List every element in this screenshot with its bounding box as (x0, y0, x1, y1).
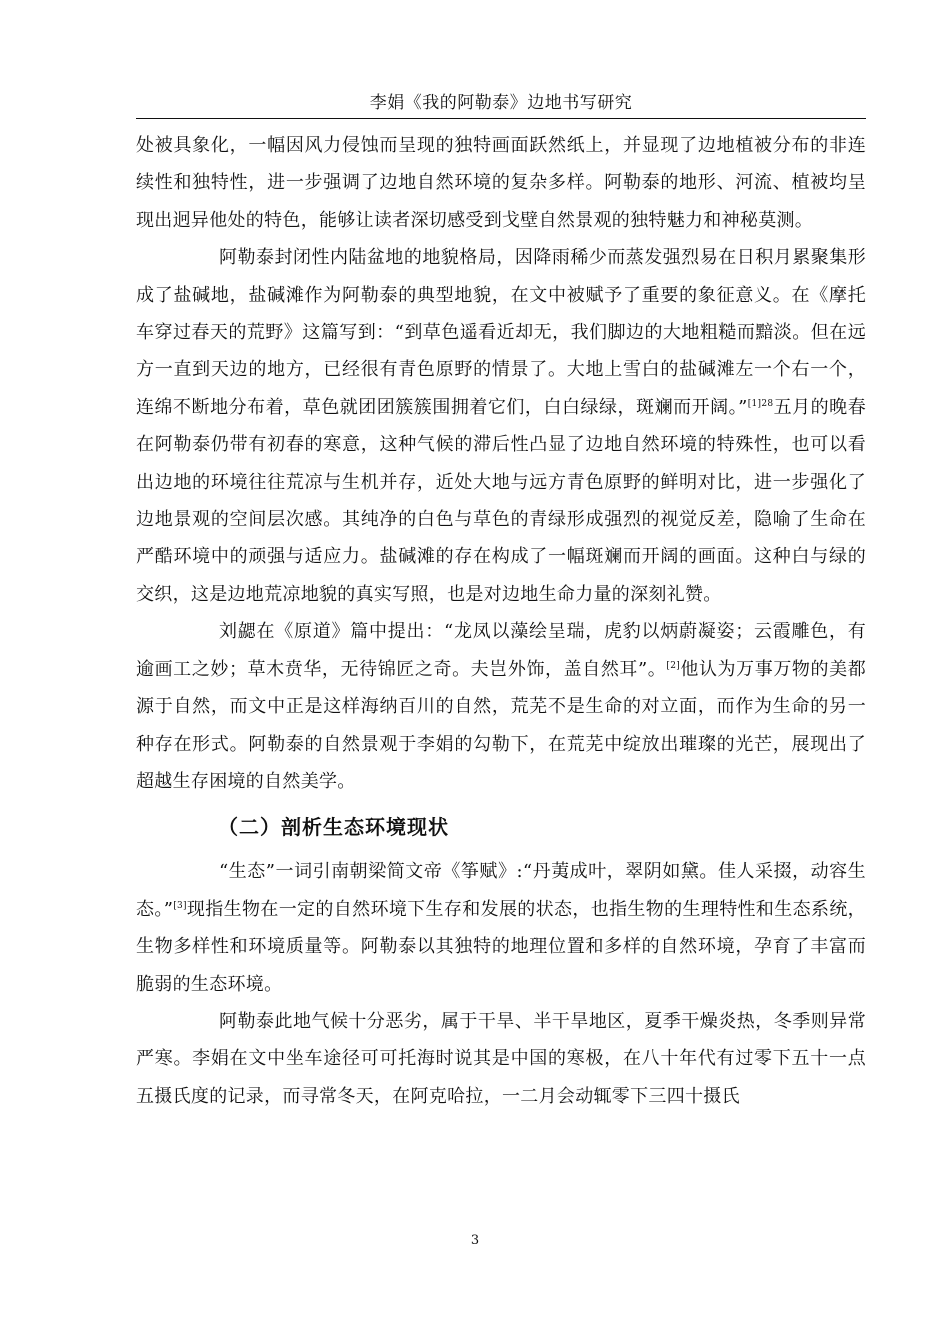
header-rule (136, 118, 866, 119)
paragraph-ecology-definition (136, 853, 866, 1003)
running-header: 李娟《我的阿勒泰》边地书写研究 (369, 93, 633, 113)
paragraph-text: 刘勰在《原道》篇中提出：“龙凤以藻绘呈瑞，虎豹以炳蔚凝姿；云霞雕色，有逾画工之妙；草木贲华，无待锦匠之奇。夫岂外饰，盖自然耳”。 (136, 621, 866, 680)
paragraph-text: “生态”一词引南朝梁简文帝《筝赋》:“丹荑成叶，翠阴如黛。佳人采掇，动容生态。” (136, 861, 866, 920)
citation-ref: [3] (173, 900, 187, 911)
paragraph-liu-xie (136, 613, 866, 800)
paragraph-text: 他认为万事万物的美都源于自然，而文中正是这样海纳百川的自然，荒芜不是生命的对立面，而作为生命的另一种存在形式。阿勒泰的自然景观于李娟的勾勒下，在荒芜中绽放出璀璨的光芒，展现出了超越生存困境的自然美学。 (136, 658, 866, 792)
section-heading: （二）剖析生态环境现状 (218, 815, 449, 840)
paragraph-saline-land (136, 239, 866, 613)
paragraph-climate: 阿勒泰此地气候十分恶劣，属于干旱、半干旱地区，夏季干燥炎热，冬季则异常严寒。李娟在文中坐车途径可可托海时说其是中国的寒极，在八十年代有过零下五十一点五摄氏度的记录，而寻常冬天，在阿克哈拉，一二月会动辄零下三四十摄氏 (136, 1010, 866, 1107)
citation-ref: [2] (666, 660, 681, 671)
citation-ref: [1]28 (747, 398, 774, 409)
page-number: 3 (470, 1233, 480, 1248)
paragraph-text: 阿勒泰封闭性内陆盆地的地貌格局，因降雨稀少而蒸发强烈易在日积月累聚集形成了盐碱地，盐碱滩作为阿勒泰的典型地貌，在文中被赋予了重要的象征意义。在《摩托车穿过春天的荒野》这篇写到：“到草色遥看近却无，我们脚边的大地粗糙而黯淡。但在远方一直到天边的地方，已经很有青色原野的情景了。大地上雪白的盐碱滩左一个右一个，连绵不断地分布着，草色就团团簇簇围拥着它们，白白绿绿，斑斓而开阔。” (136, 247, 866, 418)
paragraph-text: 现指生物在一定的自然环境下生存和发展的状态，也指生物的生理特性和生态系统，生物多样性和环境质量等。阿勒泰以其独特的地理位置和多样的自然环境，孕育了丰富而脆弱的生态环境。 (136, 898, 866, 995)
paragraph-text: 五月的晚春在阿勒泰仍带有初春的寒意，这种气候的滞后性凸显了边地自然环境的特殊性，也可以看出边地的环境往往荒凉与生机并存，近处大地与远方青色原野的鲜明对比，进一步强化了边地景观的空间层次感。其纯净的白色与草色的青绿形成强烈的视觉反差，隐喻了生命在严酷环境中的顽强与适应力。盐碱滩的存在构成了一幅斑斓而开阔的画面。这种白与绿的交织，这是边地荒凉地貌的真实写照，也是对边地生命力量的深刻礼赞。 (136, 396, 866, 605)
body-text (136, 127, 866, 1115)
paragraph-continuation: 处被具象化，一幅因风力侵蚀而呈现的独特画面跃然纸上，并显现了边地植被分布的非连续性和独特性，进一步强调了边地自然环境的复杂多样。阿勒泰的地形、河流、植被均呈现出迥异他处的特色，能够让读者深切感受到戈壁自然景观的独特魅力和神秘莫测。 (136, 135, 866, 231)
